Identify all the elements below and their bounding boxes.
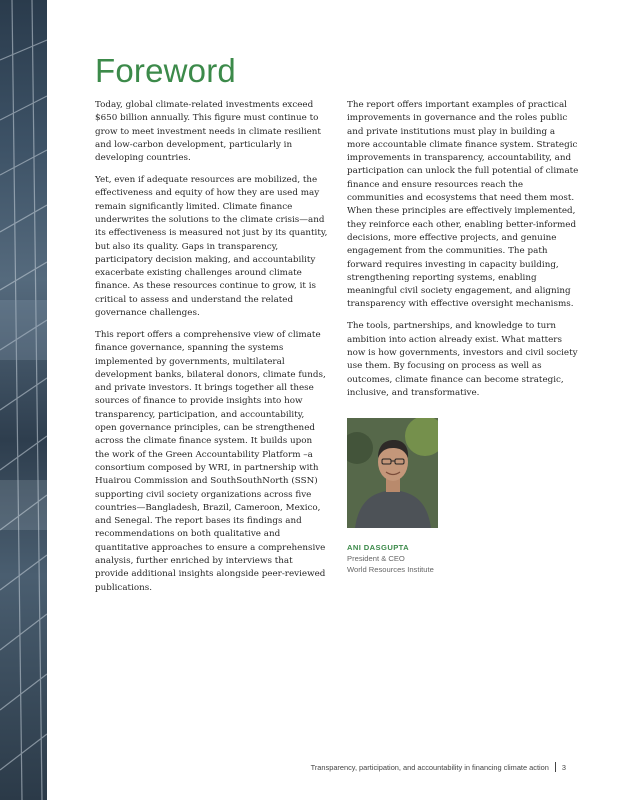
left-column	[95, 99, 328, 603]
page-title: Foreword	[95, 52, 236, 89]
signatory-role: President & CEO	[347, 554, 405, 563]
footer-divider	[555, 762, 556, 772]
signatory-organization: World Resources Institute	[347, 565, 434, 574]
solar-panel-photo	[0, 0, 47, 800]
paragraph: The tools, partnerships, and knowledge to turn ambition into action already exist. What matters now is how governments, investors and civil society use them. By focusing on process as well as outcomes, climate finance can become strategic, inclusive, and transformative.	[347, 321, 578, 398]
page-number: 3	[561, 762, 566, 772]
right-column	[347, 99, 580, 409]
footer-text: Transparency, participation, and accountability in financing climate action	[310, 762, 549, 772]
signatory-name: ANI DASGUPTA	[347, 543, 410, 552]
paragraph: Today, global climate-related investments exceed $650 billion annually. This figure must continue to grow to meet investment needs in climate resilient and low-carbon development, particularly in developing countries.	[95, 100, 321, 164]
author-portrait	[347, 418, 438, 528]
page-footer	[311, 762, 566, 772]
paragraph: Yet, even if adequate resources are mobilized, the effectiveness and equity of how they are used may remain significantly limited. Climate finance underwrites the solutions to the climate crisis—and its effectiveness is measured not just by its quantity, but also its quality. Gaps in transparency, participatory decision making, and accountability exacerbate existing challenges around climate finance. As these resources continue to grow, it is critical to assess and understand the related governance challenges.	[95, 175, 328, 319]
paragraph: The report offers important examples of practical improvements in governance and the roles public and private institutions must play in building a more accountable climate finance system. Strategic improvements in transparency, accountability, and participation can unlock the full potential of climate finance and ensure resources reach the communities and ecosystems that need them most. When these principles are effectively implemented, they reinforce each other, enabling better-informed decisions, more effective projects, and genuine engagement from the communities. The path forward requires investing in capacity building, strengthening reporting systems, enabling meaningful civil society engagement, and aligning transparency with effective oversight mechanisms.	[347, 100, 579, 310]
paragraph: This report offers a comprehensive view of climate finance governance, spanning the systems implemented by governments, multilateral development banks, bilateral donors, climate funds, and private investors. It brings together all these sources of finance to provide insights into how transparency, participation, and accountability, open governance principles, can be strengthened across the climate finance system. It builds upon the work of the Green Accountability Platform –a consortium composed by WRI, in partnership with Huairou Commission and SouthSouthNorth (SSN) supporting civil society organizations across five countries—Bangladesh, Brazil, Cameroon, Mexico, and Senegal. The report bases its findings and recommendations on both qualitative and quantitative approaches to ensure a comprehensive analysis, further enriched by interviews that provide additional insights alongside peer-reviewed publications.	[95, 329, 326, 593]
